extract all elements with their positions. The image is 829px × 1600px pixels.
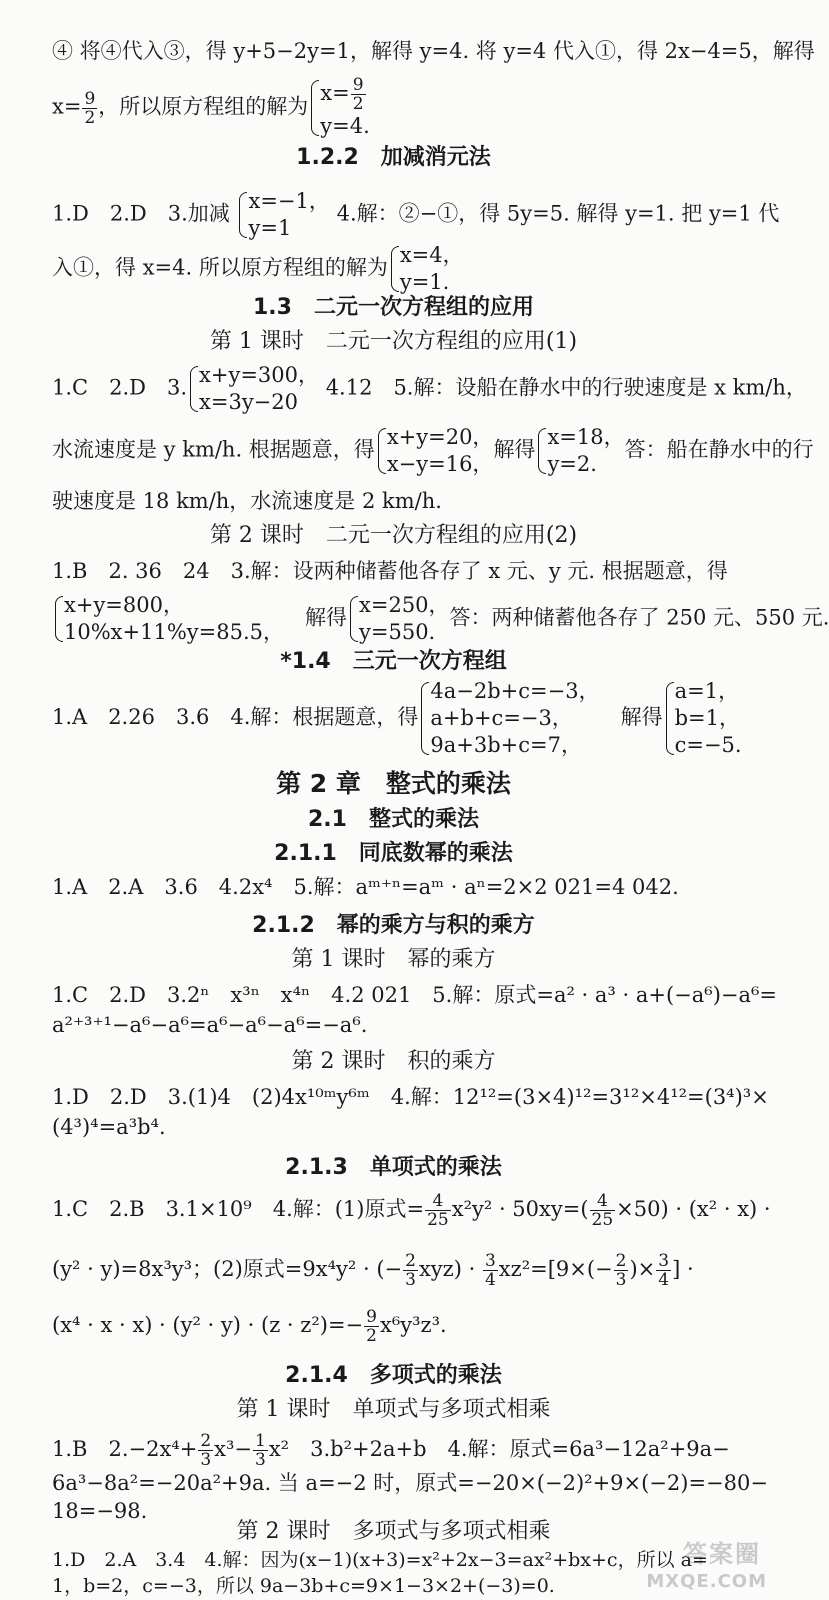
equation-system: x=−1， y=1: [236, 188, 329, 242]
fraction: $\frac{2}{3}$: [200, 1431, 212, 1470]
answer-line: 驶速度是 18 km/h，水流速度是 2 km/h.: [52, 489, 442, 513]
lesson-heading: 第 1 课时 单项式与多项式相乘: [236, 1397, 551, 1422]
section-heading: 2.1.1 同底数幂的乘法: [274, 841, 513, 866]
fraction: $\frac{3}{4}$: [658, 1251, 670, 1290]
equation-system: x+y=800， 10%x+11%y=85.5，: [52, 592, 284, 646]
section-heading: 2.1.2 幂的乘方与积的乘方: [252, 913, 535, 938]
answer-line: x+y=800， 10%x+11%y=85.5， 解得 x=250， y=550. 答：两种储蓄他各存了 250 元、550 元.: [52, 592, 763, 646]
answer-line: 1.B 2. 36 24 3.解：设两种储蓄他各存了 x 元、y 元. 根据题意，得: [52, 559, 728, 583]
answer-line: 1，b=2，c=−3，所以 9a−3b+c=9×1−3×2+(−3)=0.: [52, 1575, 555, 1597]
answer-line: 1.C 2.D 3.2ⁿ x³ⁿ x⁴ⁿ 4.2 021 5.解：原式=a² · a³ · a+(−a⁶)−a⁶=: [52, 983, 778, 1007]
answer-line: (y² · y)=8x³y³；(2)原式=9x⁴y² · (− $\frac{2}{3}$ xyz) · $\frac{3}{4}$ xz²=[9×(− $\frac{2}{3}$ )× $\frac{3}{4}$ ] ·: [52, 1251, 694, 1290]
section-heading: 1.2.2 加减消元法: [296, 145, 491, 170]
answer-line: 1.A 2.26 3.6 4.解：根据题意，得 4a−2b+c=−3， a+b+c=−3， 9a+3b+c=7， 解得 a=1， b=1， c=−5.: [52, 679, 742, 757]
fraction: $\frac{4}{25}$: [591, 1191, 614, 1230]
section-heading: *1.4 三元一次方程组: [280, 649, 507, 674]
answer-line: 18=−98.: [52, 1499, 148, 1523]
fraction: $\frac{1}{3}$: [255, 1431, 266, 1470]
answer-line: ④ 将④代入③，得 y+5−2y=1，解得 y=4. 将 y=4 代入①，得 2x−4=5，解得: [52, 39, 815, 63]
answer-line: 1.A 2.A 3.6 4.2x⁴ 5.解：aᵐ⁺ⁿ=aᵐ · aⁿ=2×2 021=4 042.: [52, 875, 679, 899]
fraction: $\frac{2}{3}$: [615, 1251, 627, 1290]
fraction: $\frac{3}{4}$: [484, 1251, 496, 1290]
lesson-heading: 第 2 课时 二元一次方程组的应用(2): [209, 523, 578, 548]
fraction: $\frac{2}{3}$: [405, 1251, 416, 1290]
equation-system: x=250， y=550.: [347, 592, 450, 646]
equation-system: 4a−2b+c=−3， a+b+c=−3， 9a+3b+c=7，: [418, 678, 599, 759]
lesson-heading: 第 2 课时 多项式与多项式相乘: [236, 1519, 551, 1544]
answer-line: 1.B 2.−2x⁴+ $\frac{2}{3}$ x³− $\frac{1}{3}$ x² 3.b²+2a+b 4.解：原式=6a³−12a²+9a−: [52, 1431, 730, 1470]
answer-line: 1.C 2.B 3.1×10⁹ 4.解：(1)原式= $\frac{4}{25}$ x²y² · 50xy=( $\frac{4}{25}$ ×50) · (x² · x) ·: [52, 1191, 771, 1230]
section-heading: 1.3 二元一次方程组的应用: [253, 295, 534, 320]
equation-system: a=1， b=1， c=−5.: [663, 678, 742, 759]
section-heading: 2.1 整式的乘法: [308, 807, 479, 832]
answer-line: 1.D 2.D 3.加减 x=−1， y=1 4.解：②−①，得 5y=5. 解得 y=1. 把 y=1 代: [52, 189, 780, 240]
lesson-heading: 第 2 课时 积的乘方: [291, 1049, 496, 1074]
answer-line: 水流速度是 y km/h. 根据题意，得 x+y=20， x−y=16， 解得 x=18， y=2. 答：船在静水中的行: [52, 425, 814, 476]
fraction: $\frac{9}{2}$: [84, 88, 96, 128]
answer-line: x= $\frac{9}{2}$ ，所以原方程组的解为 x= $\frac{9}{2}$ y=4.: [52, 75, 370, 138]
answer-line: 1.D 2.A 3.4 4.解：因为(x−1)(x+3)=x²+2x−3=ax²+bx+c，所以 a=: [52, 1549, 708, 1571]
equation-system: x+y=300， x=3y−20: [187, 362, 319, 416]
answer-line: 1.C 2.D 3. x+y=300， x=3y−20 4.12 5.解：设船在静水中的行驶速度是 x km/h，: [52, 363, 807, 414]
answer-line: 入①，得 x=4. 所以原方程组的解为 x=4， y=1.: [52, 243, 464, 294]
watermark-text: 答案圈: [683, 1540, 761, 1568]
answer-line: (4³)⁴=a³b⁴.: [52, 1115, 166, 1139]
equation-system: x= $\frac{9}{2}$ y=4.: [308, 76, 370, 140]
lesson-heading: 第 1 课时 幂的乘方: [291, 947, 496, 972]
section-heading: 2.1.3 单项式的乘法: [285, 1155, 502, 1180]
section-heading: 2.1.4 多项式的乘法: [285, 1363, 502, 1388]
fraction: $\frac{9}{2}$: [366, 1307, 377, 1346]
answer-line: 1.D 2.D 3.(1)4 (2)4x¹⁰ᵐy⁶ᵐ 4.解：12¹²=(3×4)¹²=3¹²×4¹²=(3⁴)³×: [52, 1085, 769, 1109]
lesson-heading: 第 1 课时 二元一次方程组的应用(1): [209, 329, 578, 354]
chapter-heading: 第 2 章 整式的乘法: [276, 769, 511, 798]
equation-system: x=18， y=2.: [535, 424, 624, 478]
equation-system: x=4， y=1.: [388, 242, 464, 296]
answer-line: (x⁴ · x · x) · (y² · y) · (z · z²)=− $\frac{9}{2}$ x⁶y³z³.: [52, 1307, 447, 1346]
answer-line: 6a³−8a²=−20a²+9a. 当 a=−2 时，原式=−20×(−2)²+9×(−2)=−80−: [52, 1471, 768, 1495]
fraction: $\frac{4}{25}$: [427, 1191, 449, 1230]
watermark-url: MXQE.COM: [646, 1571, 767, 1592]
answer-line: a²⁺³⁺¹−a⁶−a⁶=a⁶−a⁶−a⁶=−a⁶.: [52, 1013, 368, 1037]
equation-system: x+y=20， x−y=16，: [375, 424, 494, 478]
